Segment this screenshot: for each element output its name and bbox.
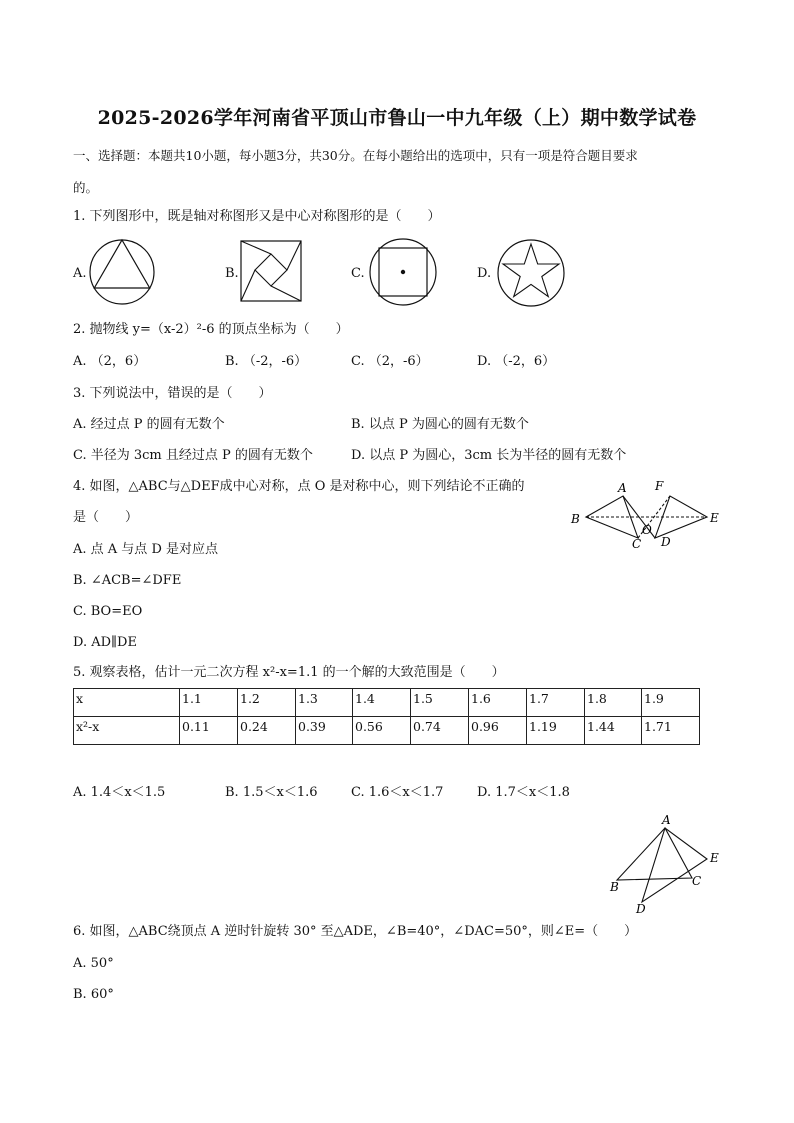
table-cell: 1.5	[411, 689, 469, 717]
q3-option-d: D. 以点 P 为圆心，3cm 长为半径的圆有无数个	[351, 448, 627, 463]
q5-option-b: B. 1.5＜x＜1.6	[225, 785, 318, 800]
q1-figure-a	[86, 239, 158, 307]
q2-option-b: B. （-2，-6）	[225, 354, 308, 369]
q1-figure-c	[368, 238, 438, 308]
q1-option-a: A.	[73, 266, 87, 281]
table-cell: 1.8	[585, 689, 642, 717]
table-cell: 1.3	[296, 689, 353, 717]
table-cell: 0.74	[411, 717, 469, 745]
q2-option-d: D. （-2，6）	[477, 354, 556, 369]
q6-stem: 6. 如图，△ABC绕顶点 A 逆时针旋转 30° 至△ADE，∠B=40°，∠DAC=50°，则∠E=（ ）	[73, 924, 638, 939]
q3-option-b: B. 以点 P 为圆心的圆有无数个	[351, 417, 529, 432]
table-cell: 1.1	[180, 689, 238, 717]
q4-label-c: C	[632, 537, 642, 551]
q4-label-b: B	[571, 512, 580, 526]
q2-stem: 2. 抛物线 y=（x-2）²-6 的顶点坐标为（ ）	[73, 322, 349, 337]
q4-option-c: C. BO=EO	[73, 604, 143, 619]
q5-option-d: D. 1.7＜x＜1.8	[477, 785, 570, 800]
q3-stem: 3. 下列说法中，错误的是（ ）	[73, 386, 272, 401]
q1-option-d: D.	[477, 266, 492, 281]
q4-label-f: F	[655, 479, 664, 493]
q4-stem-line2: 是（ ）	[73, 510, 139, 525]
table-cell: 0.24	[238, 717, 296, 745]
table-cell: 0.11	[180, 717, 238, 745]
table-cell: 1.6	[469, 689, 527, 717]
q1-option-c: C.	[351, 266, 365, 281]
q4-option-a: A. 点 A 与点 D 是对应点	[73, 542, 218, 557]
q6-label-d: D	[636, 902, 646, 916]
page-title: 2025-2026学年河南省平顶山市鲁山一中九年级（上）期中数学试卷	[97, 107, 697, 129]
q2-option-c: C. （2，-6）	[351, 354, 429, 369]
q6-label-b: B	[610, 880, 619, 894]
table-cell: x²-x	[74, 717, 180, 745]
section-header-line1: 一、选择题：本题共10小题，每小题3分，共30分。在每小题给出的选项中，只有一项是符合题目要求	[73, 148, 638, 163]
q4-option-d: D. AD∥DE	[73, 635, 137, 650]
table-cell: 1.7	[527, 689, 585, 717]
q6-label-e: E	[710, 851, 719, 865]
q6-label-a: A	[662, 813, 671, 827]
table-cell: x	[74, 689, 180, 717]
table-cell: 1.19	[527, 717, 585, 745]
q4-label-a: A	[618, 481, 627, 495]
q1-option-b: B.	[225, 266, 239, 281]
section-header-line2: 的。	[73, 180, 99, 195]
q3-option-c: C. 半径为 3cm 且经过点 P 的圆有无数个	[73, 448, 313, 463]
q3-option-a: A. 经过点 P 的圆有无数个	[73, 417, 225, 432]
q1-figure-d	[496, 238, 566, 308]
table-cell: 1.2	[238, 689, 296, 717]
q1-stem: 1. 下列图形中，既是轴对称图形又是中心对称图形的是（ ）	[73, 209, 441, 224]
table-cell: 1.4	[353, 689, 411, 717]
q4-label-e: E	[710, 511, 719, 525]
table-cell: 0.96	[469, 717, 527, 745]
q5-option-c: C. 1.6＜x＜1.7	[351, 785, 444, 800]
q6-label-c: C	[692, 874, 702, 888]
q6-option-a: A. 50°	[73, 956, 114, 971]
table-cell: 1.44	[585, 717, 642, 745]
q5-stem: 5. 观察表格，估计一元二次方程 x²-x=1.1 的一个解的大致范围是（ ）	[73, 665, 505, 680]
q4-option-b: B. ∠ACB=∠DFE	[73, 573, 182, 588]
table-cell: 1.71	[642, 717, 700, 745]
q6-option-b: B. 60°	[73, 987, 114, 1002]
q4-label-d: D	[661, 535, 671, 549]
table-row	[74, 689, 700, 717]
q4-stem-line1: 4. 如图，△ABC与△DEF成中心对称，点 O 是对称中心，则下列结论不正确的	[73, 479, 525, 494]
table-cell: 0.56	[353, 717, 411, 745]
q2-option-a: A. （2，6）	[73, 354, 147, 369]
q4-label-o: O	[642, 523, 652, 537]
table-cell: 0.39	[296, 717, 353, 745]
q6-figure	[605, 812, 730, 917]
q5-option-a: A. 1.4＜x＜1.5	[73, 785, 166, 800]
q4-figure	[568, 478, 728, 550]
table-row	[74, 717, 700, 745]
q1-figure-b	[240, 240, 304, 304]
q5-table	[73, 688, 700, 745]
table-cell: 1.9	[642, 689, 700, 717]
